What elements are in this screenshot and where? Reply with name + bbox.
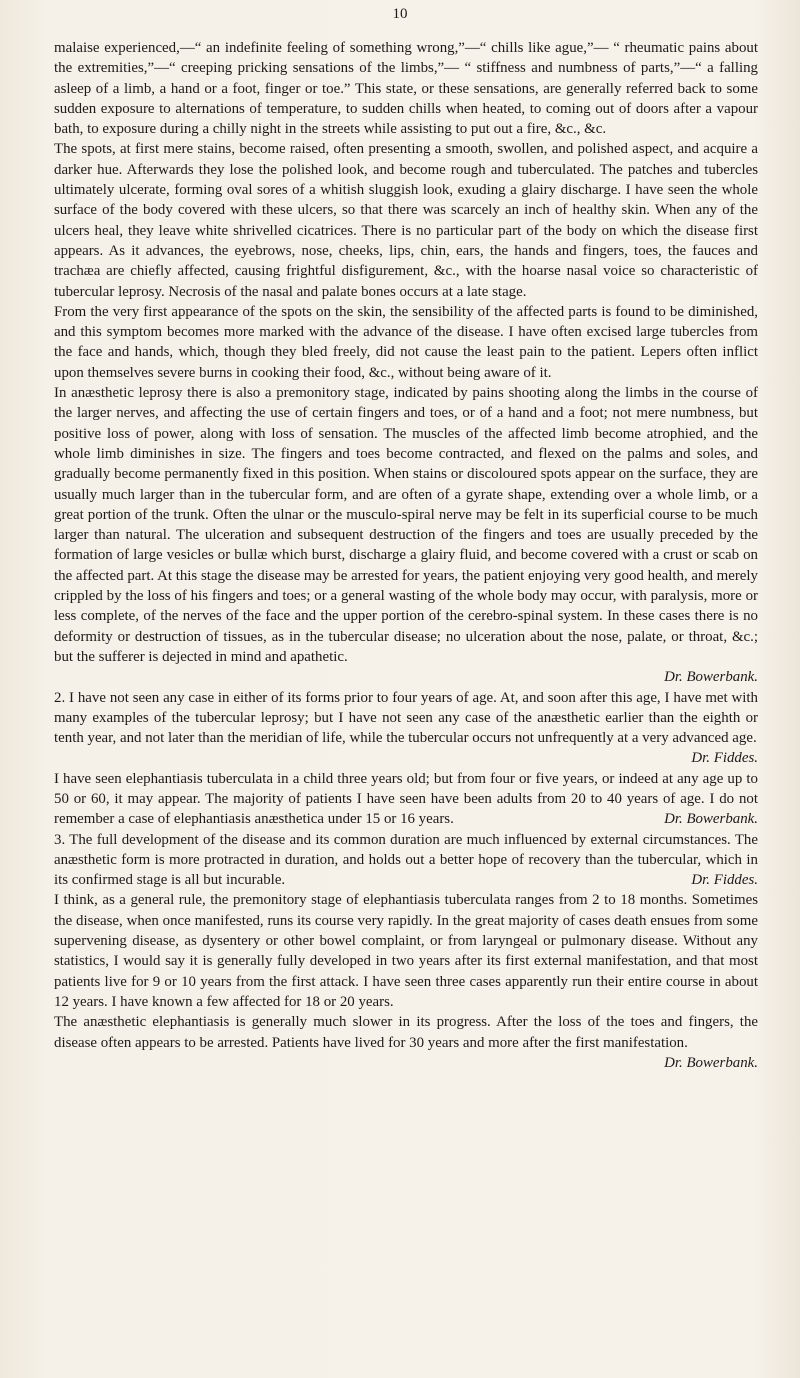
paragraph-6 (54, 769, 758, 830)
signature-bowerbank-1: Dr. Bowerbank. (664, 669, 758, 686)
signature-bowerbank-2: Dr. Bowerbank. (664, 811, 758, 828)
paragraph-2: The spots, at first mere stains, become raised, often presenting a smooth, swollen, and polished aspect, and acquire a darker hue. Afterwards they lose the polished look, and become rough and tuberculated. The patches and tubercles ultimately ulcerate, forming oval sores of a whitish sluggish look, exuding a glairy discharge. I have seen the whole surface of the body covered with these ulcers, so that there was scarcely an inch of healthy skin. When any of the ulcers heal, they leave white shrivelled cicatrices. There is no particular part of the body on which the disease first appears. As it advances, the eyebrows, nose, cheeks, lips, chin, ears, the hands and fingers, toes, the fauces and trachæa are chiefly affected, causing frightful disfigurement, &c., with the hoarse nasal voice so characteristic of tubercular leprosy. Necrosis of the nasal and palate bones occurs at a late stage. (54, 141, 758, 300)
paragraph-5: 2. I have not seen any case in either of its forms prior to four years of age. At, and soon after this age, I have met with many examples of the tubercular leprosy; but I have not seen any case of the anæsthetic earlier than the eighth or tenth year, and not later than the meridian of life, while the tubercular occurs not unfrequently at a very advanced age. (54, 689, 758, 747)
signature-fiddes-2: Dr. Fiddes. (691, 872, 758, 889)
page-number: 10 (392, 6, 408, 22)
paragraph-1: malaise experienced,—“ an indefinite feeling of something wrong,”—“ chills like ague,”— “ rheumatic pains about the extremities,”—“ creeping pricking sensations of the limbs,”— “ stiffness and numbness of parts,”—“ a falling asleep of a limb, a hand or a foot, finger or toe.” This state, or these sensations, are generally referred back to some sudden exposure to alternations of temperature, to sudden chills when heated, to coming out of doors after a vapour bath, to exposure during a chilly night in the streets while assisting to put out a fire, &c., &c. (54, 40, 758, 138)
signature-fiddes-1: Dr. Fiddes. (691, 750, 758, 767)
paragraph-9 (54, 1012, 758, 1071)
paragraph-4: In anæsthetic leprosy there is also a premonitory stage, indicated by pains shooting along the limbs in the course of the larger nerves, and affecting the use of certain fingers and toes, or of a hand and a foot; not mere numbness, but positive loss of power, along with loss of sensation. The muscles of the affected limb become atrophied, and the whole limb diminishes in size. The fingers and toes become contracted, and flexed on the palms and soles, and gradually become permanently fixed in this position. When stains or discoloured spots appear on the surface, they are usually much larger than in the tubercular form, and are often of a gyrate shape, extending over a whole limb, or a great portion of the trunk. Often the ulnar or the musculo-spiral nerve may be felt in its superficial course to be much larger than natural. The ulceration and subsequent destruction of the fingers and toes are usually preceded by the formation of large vesicles or bullæ which burst, discharge a glairy fluid, and become covered with a crust or scab on the affected part. At this stage the disease may be arrested for years, the patient enjoying very good health, and merely crippled by the loss of his fingers and toes; or a general wasting of the whole body may occur, with paralysis, more or less complete, of the nerves of the face and the upper portion of the cerebro-spinal system. In these cases there is no deformity or destruction of tissues, as in the tubercular disease; no ulceration about the nose, palate, or throat, &c.; but the sufferer is dejected in mind and apathetic. (54, 385, 758, 665)
body-text (54, 38, 758, 1073)
paragraph-7 (54, 830, 758, 891)
paragraph-3: From the very first appearance of the spots on the skin, the sensibility of the affected parts is found to be diminished, and this symptom becomes more marked with the advance of the disease. I have often excised large tubercles from the face and hands, which, though they bled freely, did not cause the least pain to the patient. Lepers often inflict upon themselves severe burns in cooking their food, &c., without being aware of it. (54, 303, 758, 381)
paragraph-7-text: 3. The full development of the disease and its common duration are much influenced by external circumstances. The anæsthetic form is more protracted in duration, and holds out a better hope of recovery than the tubercular, which in its confirmed stage is all but incurable. (54, 831, 758, 889)
paragraph-8: I think, as a general rule, the premonitory stage of elephantiasis tuberculata ranges from 2 to 18 months. Sometimes the disease, when once manifested, runs its course very rapidly. In the great majority of cases death ensues from some supervening disease, as dysentery or other bowel complaint, or from laryngeal or pulmonary disease. Without any statistics, I would say it is generally fully developed in two years after its first external manifestation, and that most patients live for 9 or 10 years from the first attack. I have seen three cases apparently run their entire course in about 12 years. I have known a few affected for 18 or 20 years. (54, 892, 758, 1010)
signature-bowerbank-3: Dr. Bowerbank. (664, 1054, 758, 1071)
paragraph-9-text: The anæsthetic elephantiasis is generally much slower in its progress. After the loss of the toes and fingers, the disease often appears to be arrested. Patients have lived for 30 years and more after the first manifestation. (54, 1014, 758, 1051)
paragraph-6-text: I have seen elephantiasis tuberculata in a child three years old; but from four or five years, or indeed at any age up to 50 or 60, it may appear. The majority of patients I have seen have been adults from 20 to 40 years of age. I do not remember a case of elephantiasis anæsthetica under 15 or 16 years. (54, 770, 758, 828)
